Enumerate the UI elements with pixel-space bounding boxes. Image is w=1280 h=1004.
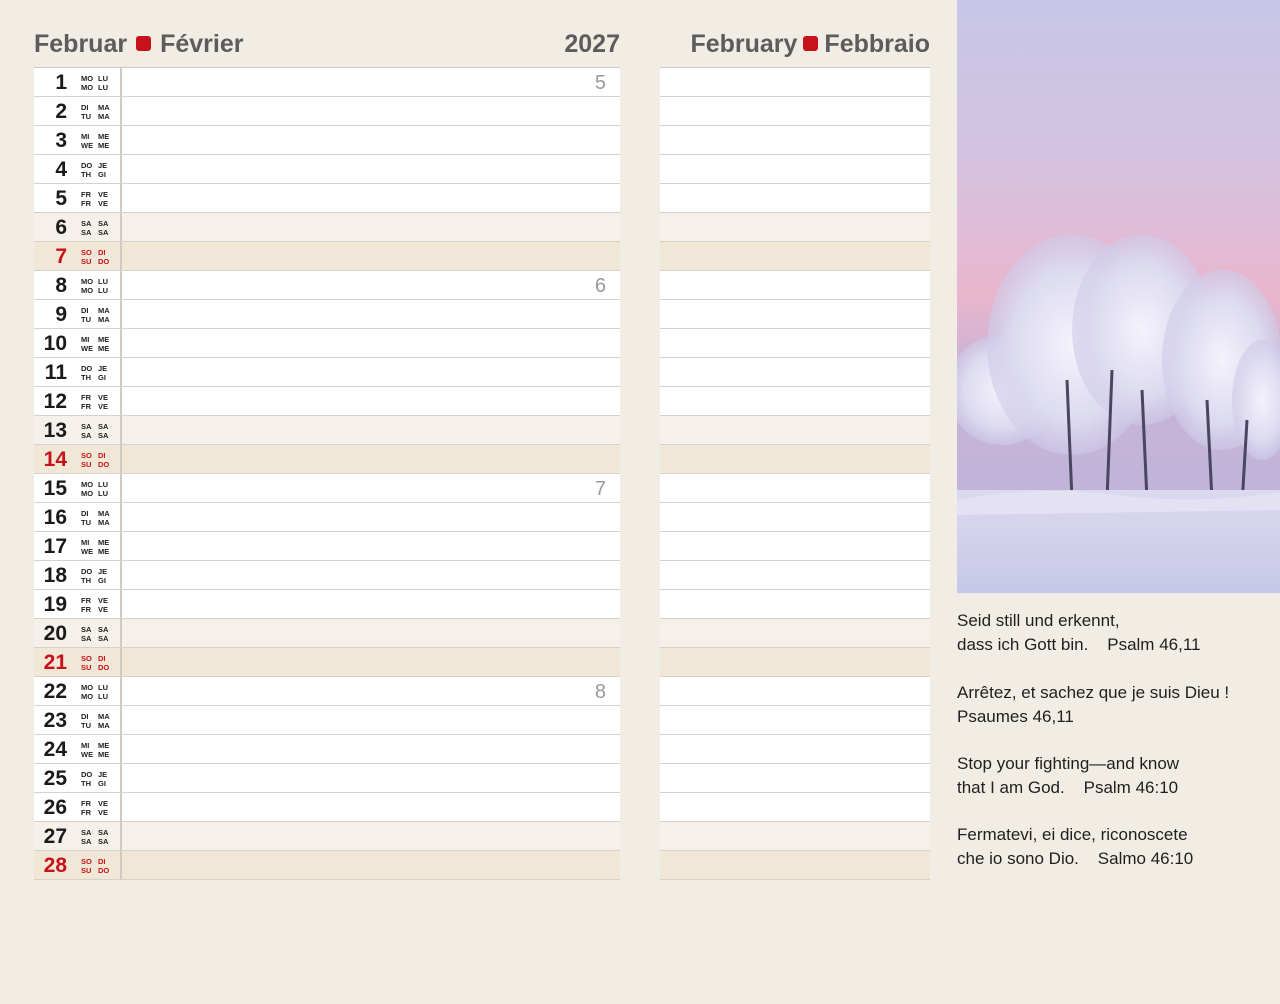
weekday-abbr: MI — [81, 132, 90, 141]
weekday-abbr: LU — [98, 286, 108, 295]
weekday-abbr: SO — [81, 857, 92, 866]
weekday-abbr: JE — [98, 364, 108, 373]
day-number: 4 — [55, 158, 67, 181]
day-number: 11 — [44, 361, 67, 384]
weekday-abbr: MI — [81, 741, 90, 750]
weekday-abbr: WE — [81, 547, 94, 556]
column-divider — [120, 590, 122, 618]
day-number: 16 — [43, 506, 67, 529]
notes-row[interactable] — [660, 561, 930, 590]
weekday-abbreviations — [81, 190, 115, 208]
weekday-abbr: SA — [98, 625, 109, 634]
weekday-abbreviations — [81, 306, 115, 324]
month-title-de: Februar — [34, 30, 128, 58]
weekday-abbr: MO — [81, 683, 94, 692]
weekday-abbr: VE — [98, 402, 109, 411]
day-row[interactable] — [34, 445, 620, 474]
day-number: 8 — [55, 274, 67, 297]
weekday-abbr: ME — [98, 538, 110, 547]
column-divider — [120, 213, 122, 241]
day-row[interactable] — [34, 590, 620, 619]
column-divider — [120, 532, 122, 560]
weekday-abbreviations — [81, 277, 115, 295]
day-number: 7 — [55, 245, 67, 268]
verse-french — [957, 681, 1257, 729]
weekday-abbr: GI — [98, 576, 106, 585]
day-number: 22 — [43, 680, 67, 703]
weekday-abbr: MO — [81, 277, 94, 286]
day-number: 25 — [43, 767, 67, 790]
column-divider — [120, 68, 122, 96]
weekday-abbr: TU — [81, 315, 91, 324]
column-divider — [120, 706, 122, 734]
day-number: 19 — [43, 593, 67, 616]
weekday-abbr: SA — [81, 219, 92, 228]
day-row[interactable] — [34, 97, 620, 126]
weekday-abbreviations — [81, 161, 115, 179]
notes-row[interactable] — [660, 474, 930, 503]
day-number: 18 — [43, 564, 67, 587]
weekday-abbr: VE — [98, 808, 109, 817]
day-number: 2 — [55, 100, 67, 123]
weekday-abbr: DI — [98, 857, 106, 866]
weekday-abbr: MA — [98, 306, 110, 315]
weekday-abbr: DI — [81, 712, 89, 721]
weekday-abbr: SU — [81, 866, 92, 875]
weekday-abbr: TH — [81, 779, 91, 788]
header-right — [620, 28, 930, 60]
weekday-abbreviations — [81, 770, 115, 788]
column-divider — [120, 416, 122, 444]
verse-line: that I am God. Psalm 46:10 — [957, 778, 1179, 797]
weekday-abbr: JE — [98, 567, 108, 576]
notes-row[interactable] — [660, 155, 930, 184]
column-divider — [120, 735, 122, 763]
week-number: 5 — [594, 72, 606, 94]
weekday-abbr: SA — [81, 422, 92, 431]
weekday-abbr: JE — [98, 770, 108, 779]
day-number: 17 — [43, 535, 67, 558]
day-row[interactable] — [34, 242, 620, 271]
day-number: 26 — [43, 796, 67, 819]
weekday-abbreviations — [81, 538, 115, 556]
weekday-abbreviations — [81, 596, 115, 614]
notes-row[interactable] — [660, 329, 930, 358]
day-row[interactable] — [34, 271, 620, 300]
day-row[interactable] — [34, 532, 620, 561]
column-divider — [120, 184, 122, 212]
weekday-abbreviations — [81, 74, 115, 92]
weekday-abbr: DI — [81, 509, 89, 518]
weekday-abbr: DO — [98, 460, 110, 469]
weekday-abbr: SA — [81, 634, 92, 643]
notes-row[interactable] — [660, 590, 930, 619]
calendar-grid-right — [660, 67, 930, 880]
weekday-abbr: ME — [98, 141, 110, 150]
weekday-abbr: TH — [81, 576, 91, 585]
weekday-abbr: VE — [98, 605, 109, 614]
column-divider — [120, 822, 122, 850]
day-row[interactable] — [34, 764, 620, 793]
day-row[interactable] — [34, 184, 620, 213]
day-number: 12 — [43, 390, 67, 413]
weekday-abbr: MA — [98, 112, 110, 121]
weekday-abbr: FR — [81, 596, 91, 605]
column-divider — [120, 155, 122, 183]
calendar-grid-left — [34, 67, 620, 880]
column-divider — [120, 242, 122, 270]
day-row[interactable] — [34, 822, 620, 851]
notes-row[interactable] — [660, 445, 930, 474]
weekday-abbreviations — [81, 509, 115, 527]
weekday-abbr: SA — [81, 828, 92, 837]
weekday-abbr: VE — [98, 190, 109, 199]
weekday-abbr: MO — [81, 74, 94, 83]
notes-row[interactable] — [660, 387, 930, 416]
day-row[interactable] — [34, 68, 620, 97]
weekday-abbr: JE — [98, 161, 108, 170]
weekday-abbr: WE — [81, 750, 94, 759]
week-number: 6 — [594, 275, 606, 297]
column-divider — [120, 619, 122, 647]
weekday-abbr: TU — [81, 721, 91, 730]
weekday-abbr: TH — [81, 373, 91, 382]
weekday-abbr: SA — [98, 422, 109, 431]
weekday-abbr: GI — [98, 170, 106, 179]
day-row[interactable] — [34, 387, 620, 416]
day-number: 15 — [43, 477, 67, 500]
year-title: 2027 — [564, 30, 620, 58]
weekday-abbr: FR — [81, 199, 91, 208]
column-divider — [120, 561, 122, 589]
notes-row[interactable] — [660, 416, 930, 445]
weekday-abbr: LU — [98, 74, 108, 83]
weekday-abbr: SA — [98, 228, 109, 237]
weekday-abbreviations — [81, 132, 115, 150]
weekday-abbr: SA — [98, 634, 109, 643]
column-divider — [120, 474, 122, 502]
day-number: 24 — [43, 738, 67, 761]
notes-row[interactable] — [660, 68, 930, 97]
verse-line: dass ich Gott bin. Psalm 46,11 — [957, 635, 1201, 654]
weekday-abbr: TU — [81, 112, 91, 121]
weekday-abbr: DO — [98, 257, 110, 266]
weekday-abbreviations — [81, 857, 115, 875]
weekday-abbr: SA — [81, 431, 92, 440]
weekday-abbreviations — [81, 654, 115, 672]
weekday-abbr: MO — [81, 480, 94, 489]
weekday-abbr: SA — [81, 228, 92, 237]
weekday-abbr: SA — [98, 219, 109, 228]
weekday-abbr: LU — [98, 277, 108, 286]
verse-line: Arrêtez, et sachez que je suis Dieu ! — [957, 683, 1230, 702]
weekday-abbr: DO — [81, 364, 93, 373]
weekday-abbr: ME — [98, 547, 110, 556]
day-row[interactable] — [34, 503, 620, 532]
weekday-abbr: LU — [98, 489, 108, 498]
red-square-icon — [803, 36, 818, 51]
weekday-abbr: SA — [98, 431, 109, 440]
weekday-abbreviations — [81, 712, 115, 730]
weekday-abbreviations — [81, 625, 115, 643]
weekday-abbr: TU — [81, 518, 91, 527]
column-divider — [120, 677, 122, 705]
verse-line: Fermatevi, ei dice, riconoscete — [957, 825, 1188, 844]
notes-row[interactable] — [660, 706, 930, 735]
weekday-abbreviations — [81, 480, 115, 498]
notes-row[interactable] — [660, 793, 930, 822]
weekday-abbr: FR — [81, 799, 91, 808]
weekday-abbr: SO — [81, 248, 92, 257]
weekday-abbr: DO — [81, 770, 93, 779]
weekday-abbr: DO — [98, 866, 110, 875]
weekday-abbr: WE — [81, 344, 94, 353]
weekday-abbr: SA — [81, 837, 92, 846]
weekday-abbr: GI — [98, 373, 106, 382]
weekday-abbr: MI — [81, 335, 90, 344]
day-row[interactable] — [34, 619, 620, 648]
month-title-en: February — [690, 30, 798, 58]
winter-trees-photo — [957, 0, 1280, 593]
weekday-abbr: WE — [81, 141, 94, 150]
weekday-abbr: SA — [98, 837, 109, 846]
notes-row[interactable] — [660, 271, 930, 300]
day-number: 13 — [43, 419, 67, 442]
weekday-abbr: MA — [98, 518, 110, 527]
weekday-abbr: MA — [98, 721, 110, 730]
weekday-abbr: SU — [81, 257, 92, 266]
day-number: 20 — [43, 622, 67, 645]
notes-row[interactable] — [660, 358, 930, 387]
weekday-abbr: FR — [81, 808, 91, 817]
weekday-abbr: DI — [98, 654, 106, 663]
verse-line: che io sono Dio. Salmo 46:10 — [957, 849, 1194, 868]
notes-row[interactable] — [660, 764, 930, 793]
weekday-abbr: SO — [81, 654, 92, 663]
weekday-abbr: SA — [98, 828, 109, 837]
month-title-fr: Février — [160, 30, 244, 58]
day-row[interactable] — [34, 329, 620, 358]
weekday-abbreviations — [81, 219, 115, 237]
notes-row[interactable] — [660, 503, 930, 532]
day-number: 5 — [55, 187, 67, 210]
day-row[interactable] — [34, 706, 620, 735]
column-divider — [120, 503, 122, 531]
weekday-abbr: FR — [81, 393, 91, 402]
weekday-abbr: MA — [98, 509, 110, 518]
column-divider — [120, 126, 122, 154]
day-number: 28 — [43, 854, 67, 877]
weekday-abbr: DI — [81, 103, 89, 112]
month-title-it: Febbraio — [824, 30, 930, 58]
weekday-abbr: MI — [81, 538, 90, 547]
weekday-abbreviations — [81, 799, 115, 817]
weekday-abbr: SA — [81, 625, 92, 634]
notes-row[interactable] — [660, 184, 930, 213]
photo-illustration — [957, 0, 1280, 593]
notes-row[interactable] — [660, 619, 930, 648]
day-row[interactable] — [34, 126, 620, 155]
column-divider — [120, 358, 122, 386]
red-square-icon — [136, 36, 151, 51]
weekday-abbr: DI — [98, 248, 106, 257]
weekday-abbreviations — [81, 451, 115, 469]
verse-english — [957, 752, 1257, 800]
weekday-abbr: LU — [98, 692, 108, 701]
weekday-abbreviations — [81, 248, 115, 266]
weekday-abbr: DO — [81, 567, 93, 576]
day-row[interactable] — [34, 851, 620, 880]
column-divider — [120, 445, 122, 473]
notes-row[interactable] — [660, 851, 930, 880]
weekday-abbr: ME — [98, 132, 110, 141]
day-number: 3 — [55, 129, 67, 152]
notes-row[interactable] — [660, 97, 930, 126]
notes-row[interactable] — [660, 648, 930, 677]
column-divider — [120, 793, 122, 821]
day-row[interactable] — [34, 474, 620, 503]
notes-row[interactable] — [660, 300, 930, 329]
weekday-abbr: MA — [98, 103, 110, 112]
weekday-abbr: VE — [98, 596, 109, 605]
column-divider — [120, 300, 122, 328]
day-row[interactable] — [34, 213, 620, 242]
weekday-abbreviations — [81, 741, 115, 759]
weekday-abbreviations — [81, 828, 115, 846]
notes-row[interactable] — [660, 822, 930, 851]
weekday-abbr: FR — [81, 605, 91, 614]
weekday-abbr: ME — [98, 335, 110, 344]
weekday-abbr: DI — [81, 306, 89, 315]
header-left — [34, 28, 243, 60]
weekday-abbreviations — [81, 103, 115, 121]
column-divider — [120, 387, 122, 415]
day-row[interactable] — [34, 358, 620, 387]
weekday-abbreviations — [81, 393, 115, 411]
weekday-abbr: LU — [98, 83, 108, 92]
weekday-abbreviations — [81, 364, 115, 382]
day-number: 6 — [55, 216, 67, 239]
weekday-abbr: SU — [81, 460, 92, 469]
weekday-abbreviations — [81, 335, 115, 353]
column-divider — [120, 764, 122, 792]
weekday-abbr: SO — [81, 451, 92, 460]
weekday-abbr: GI — [98, 779, 106, 788]
day-number: 14 — [43, 448, 67, 471]
day-row[interactable] — [34, 735, 620, 764]
weekday-abbr: MO — [81, 83, 94, 92]
day-row[interactable] — [34, 155, 620, 184]
verse-italian — [957, 823, 1257, 871]
column-divider — [120, 648, 122, 676]
day-number: 23 — [43, 709, 67, 732]
weekday-abbr: VE — [98, 799, 109, 808]
notes-row[interactable] — [660, 213, 930, 242]
verse-german — [957, 609, 1257, 657]
weekday-abbr: VE — [98, 393, 109, 402]
weekday-abbr: VE — [98, 199, 109, 208]
day-row[interactable] — [34, 416, 620, 445]
column-divider — [120, 329, 122, 357]
day-row[interactable] — [34, 648, 620, 677]
notes-row[interactable] — [660, 677, 930, 706]
week-number: 7 — [594, 478, 606, 500]
column-divider — [120, 97, 122, 125]
column-divider — [120, 271, 122, 299]
day-row[interactable] — [34, 793, 620, 822]
weekday-abbr: MA — [98, 315, 110, 324]
weekday-abbreviations — [81, 567, 115, 585]
weekday-abbr: MA — [98, 712, 110, 721]
weekday-abbr: SU — [81, 663, 92, 672]
weekday-abbr: LU — [98, 480, 108, 489]
weekday-abbr: DI — [98, 451, 106, 460]
weekday-abbr: ME — [98, 344, 110, 353]
week-number: 8 — [594, 681, 606, 703]
weekday-abbr: FR — [81, 190, 91, 199]
day-number: 27 — [43, 825, 67, 848]
weekday-abbr: MO — [81, 286, 94, 295]
day-number: 9 — [55, 303, 67, 326]
verse-line: Stop your fighting—and know — [957, 754, 1180, 773]
day-row[interactable] — [34, 677, 620, 706]
weekday-abbr: ME — [98, 741, 110, 750]
weekday-abbreviations — [81, 683, 115, 701]
weekday-abbr: FR — [81, 402, 91, 411]
notes-row[interactable] — [660, 532, 930, 561]
weekday-abbr: DO — [98, 663, 110, 672]
weekday-abbreviations — [81, 422, 115, 440]
notes-row[interactable] — [660, 735, 930, 764]
day-number: 21 — [43, 651, 67, 674]
day-number: 10 — [43, 332, 67, 355]
weekday-abbr: TH — [81, 170, 91, 179]
notes-row[interactable] — [660, 126, 930, 155]
verse-line: Psaumes 46,11 — [957, 707, 1074, 726]
weekday-abbr: MO — [81, 692, 94, 701]
weekday-abbr: ME — [98, 750, 110, 759]
verse-line: Seid still und erkennt, — [957, 611, 1120, 630]
weekday-abbr: MO — [81, 489, 94, 498]
notes-row[interactable] — [660, 242, 930, 271]
day-row[interactable] — [34, 300, 620, 329]
weekday-abbr: LU — [98, 683, 108, 692]
day-row[interactable] — [34, 561, 620, 590]
column-divider — [120, 851, 122, 879]
day-number: 1 — [55, 71, 67, 94]
weekday-abbr: DO — [81, 161, 93, 170]
